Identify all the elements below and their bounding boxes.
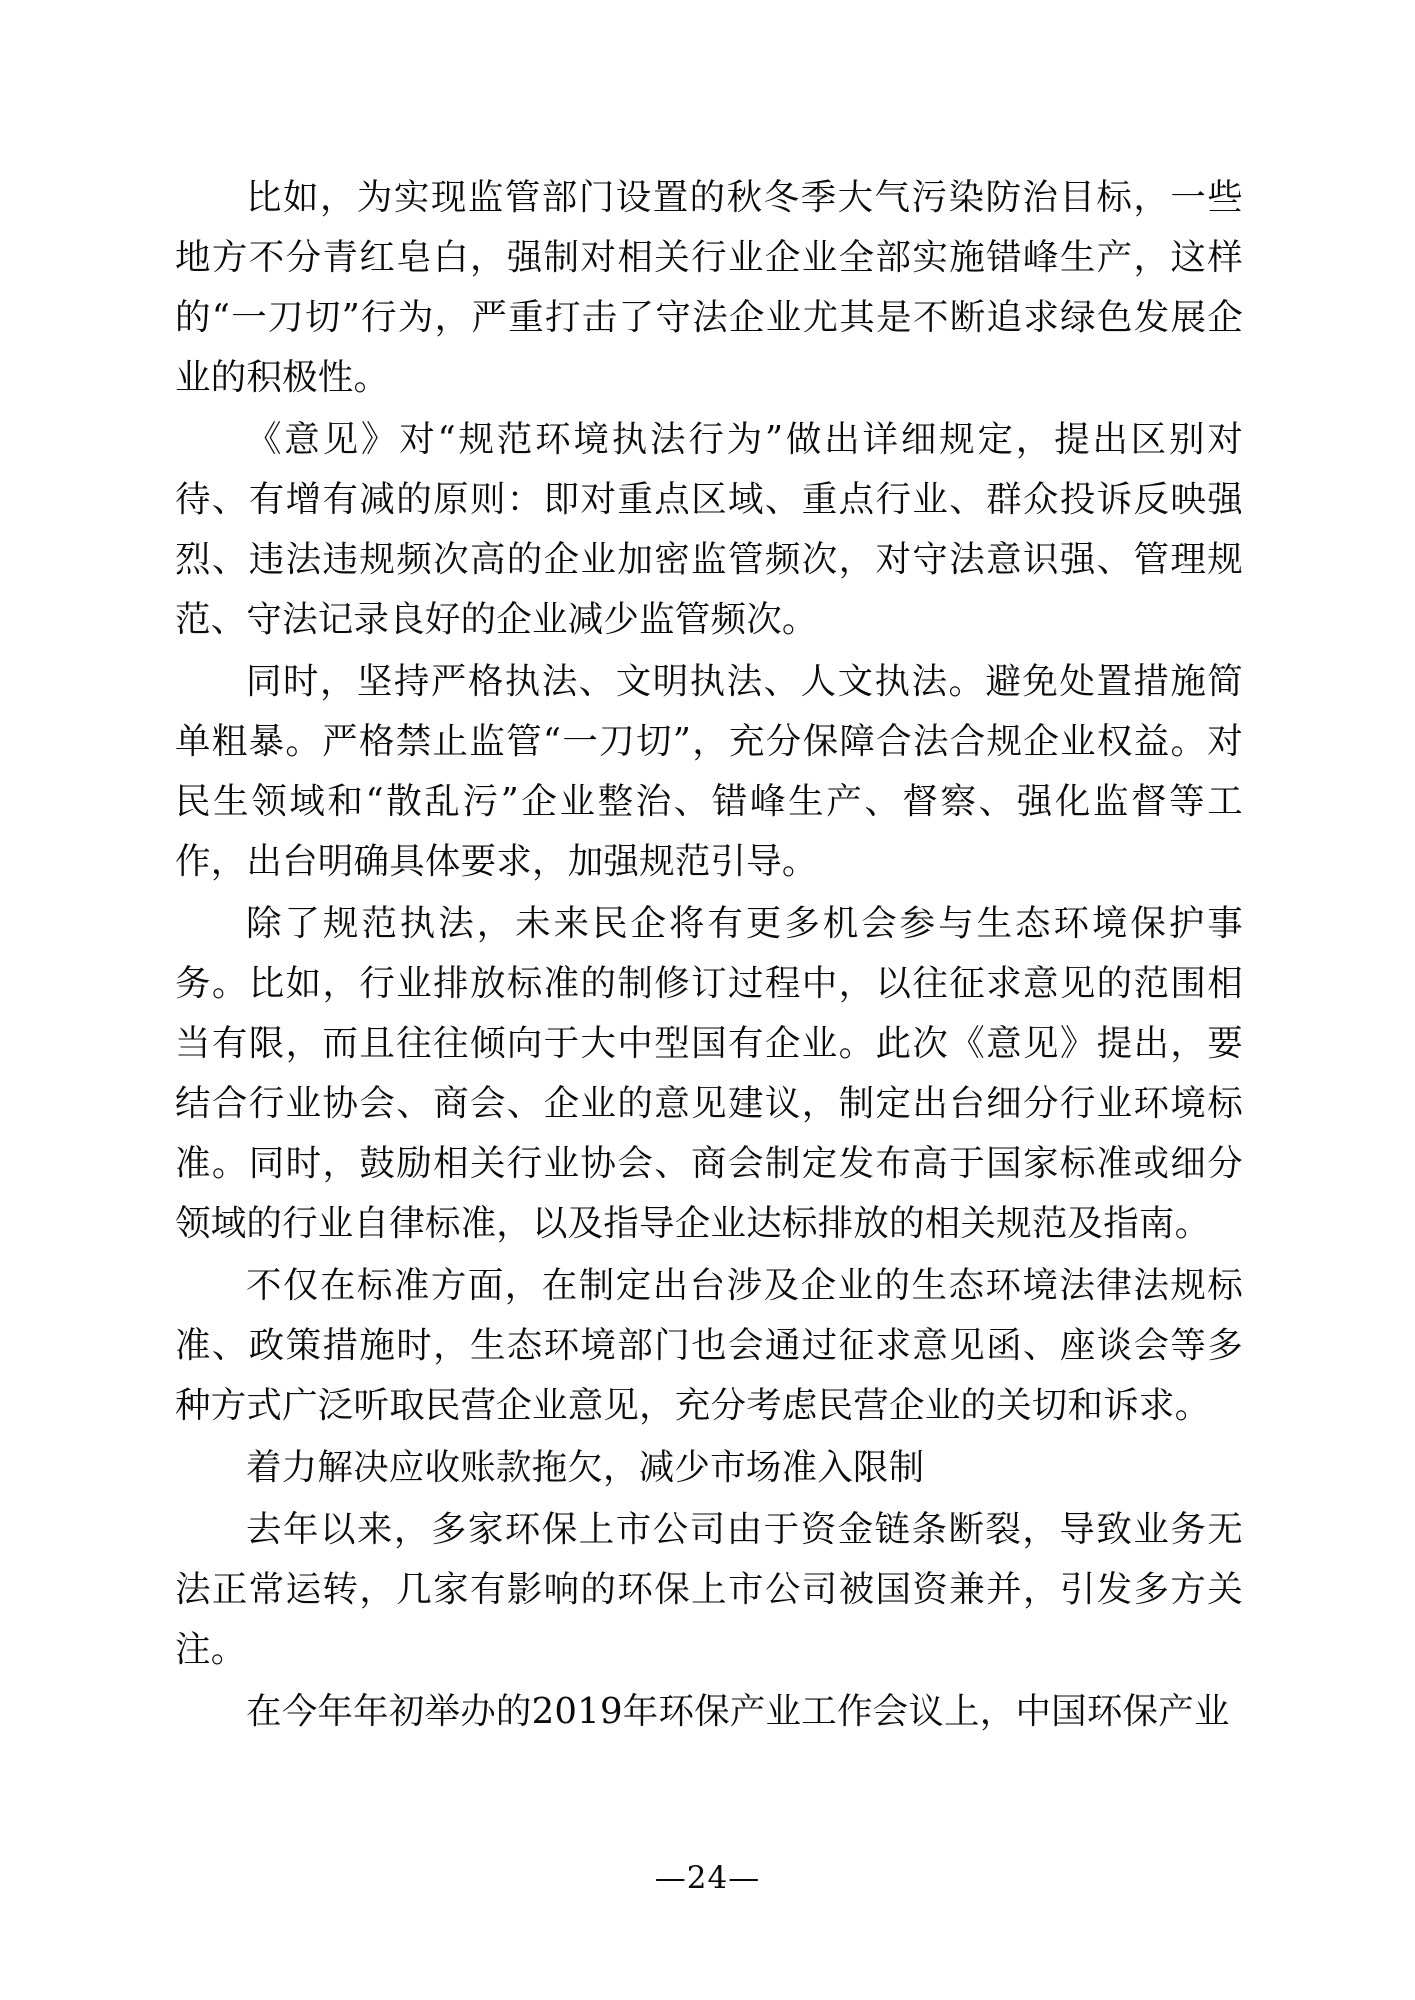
paragraph: 比如，为实现监管部门设置的秋冬季大气污染防治目标，一些地方不分青红皂白，强制对相关行业企业全部实施错峰生产，这样的“一刀切”行为，严重打击了守法企业尤其是不断追求绿色发展企业的积极性。 bbox=[175, 177, 1243, 398]
section-heading: 着力解决应收账款拖欠，减少市场准入限制 bbox=[246, 1447, 925, 1488]
paragraph: 在今年年初举办的2019年环保产业工作会议上，中国环保产业 bbox=[246, 1691, 1230, 1732]
paragraph: 《意见》对“规范环境执法行为”做出详细规定，提出区别对待、有增有减的原则：即对重点区域、重点行业、群众投诉反映强烈、违法违规频次高的企业加密监管频次，对守法意识强、管理规范、守法记录良好的企业减少监管频次。 bbox=[175, 419, 1243, 640]
paragraph: 不仅在标准方面，在制定出台涉及企业的生态环境法律法规标准、政策措施时，生态环境部门也会通过征求意见函、座谈会等多种方式广泛听取民营企业意见，充分考虑民营企业的关切和诉求。 bbox=[175, 1265, 1243, 1426]
page-body bbox=[175, 168, 1243, 1744]
paragraph: 除了规范执法，未来民企将有更多机会参与生态环境保护事务。比如，行业排放标准的制修订过程中，以往征求意见的范围相当有限，而且往往倾向于大中型国有企业。此次《意见》提出，要结合行业协会、商会、企业的意见建议，制定出台细分行业环境标准。同时，鼓励相关行业协会、商会制定发布高于国家标准或细分领域的行业自律标准，以及指导企业达标排放的相关规范及指南。 bbox=[175, 903, 1243, 1244]
paragraph: 去年以来，多家环保上市公司由于资金链条断裂，导致业务无法正常运转，几家有影响的环保上市公司被国资兼并，引发多方关注。 bbox=[175, 1509, 1243, 1670]
paragraph: 同时，坚持严格执法、文明执法、人文执法。避免处置措施简单粗暴。严格禁止监管“一刀切”，充分保障合法合规企业权益。对民生领域和“散乱污”企业整治、错峰生产、督察、强化监督等工作，出台明确具体要求，加强规范引导。 bbox=[175, 661, 1243, 882]
page-number: —24— bbox=[654, 1860, 761, 1896]
